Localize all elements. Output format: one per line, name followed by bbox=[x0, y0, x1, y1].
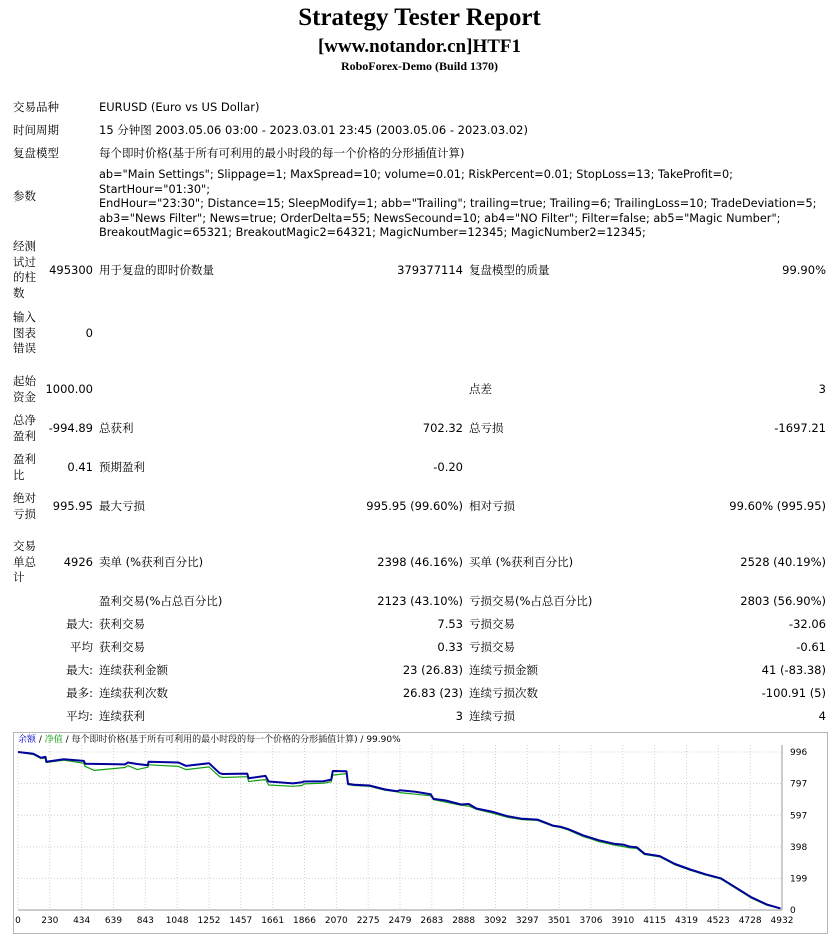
most-consecutive-row-label: 最多: bbox=[66, 686, 93, 700]
x-tick-label: 2479 bbox=[388, 916, 412, 926]
x-tick-label: 4932 bbox=[770, 916, 794, 926]
x-tick-label: 1457 bbox=[229, 916, 253, 926]
largest-row-label: 最大: bbox=[66, 617, 93, 631]
short-positions-value: 2398 (46.16%) bbox=[377, 555, 463, 569]
params-value: ab="Main Settings"; Slippage=1; MaxSpread=10; volume=0.01; RiskPercent=0.01; StopLoss=13; TakeProfit=0; StartHour="01:30"; EndHour="23:30"; Distance=15; SleepModify=1; abb="Trailing"; trailing=true; Trailing=6; TrailingLoss=10; TradeDeviation=5; ab3="News Filter"; News=true; OrderDelta=55; NewsSecound=10; ab4="NO Filter"; Filter=false; ab5="Magic Number"; BreakoutMagic=65321; BreakoutMagic2=64321; MagicNumber=12345; MagicNumber2=12345; bbox=[99, 168, 817, 239]
x-tick-label: 843 bbox=[136, 916, 154, 926]
gross-loss-label: 总亏损 bbox=[469, 421, 504, 435]
symbol-value: EURUSD (Euro vs US Dollar) bbox=[99, 100, 260, 114]
average-row-label: 平均 bbox=[70, 640, 93, 654]
max-drawdown-label: 最大亏损 bbox=[99, 499, 145, 513]
period-label: 时间周期 bbox=[13, 123, 59, 137]
x-tick-label: 1866 bbox=[293, 916, 316, 926]
most-consecutive-losses-label: 连续亏损次数 bbox=[469, 686, 538, 700]
long-positions-label: 买单 (%获利百分比) bbox=[469, 555, 574, 569]
caption-balance: 余额 bbox=[18, 735, 37, 745]
max-consecutive-row-label: 最大: bbox=[66, 663, 93, 677]
max-consecutive-profit-value: 23 (26.83) bbox=[402, 663, 463, 677]
rel-drawdown-label: 相对亏损 bbox=[469, 499, 515, 513]
x-tick-label: 3092 bbox=[484, 916, 507, 926]
x-tick-label: 1661 bbox=[261, 916, 285, 926]
report-server: RoboForex-Demo (Build 1370) bbox=[340, 59, 499, 73]
x-tick-label: 0 bbox=[15, 916, 21, 926]
most-consecutive-losses-value: -100.91 (5) bbox=[761, 686, 826, 700]
largest-loss-value: -32.06 bbox=[788, 617, 826, 631]
loss-trades-value: 2803 (56.90%) bbox=[740, 594, 826, 608]
total-trades-label: 交易单总计 bbox=[13, 539, 36, 584]
params-label: 参数 bbox=[13, 189, 36, 203]
max-drawdown-value: 995.95 (99.60%) bbox=[366, 499, 463, 513]
errors-value: 0 bbox=[85, 326, 93, 340]
abs-drawdown-value: 995.95 bbox=[52, 499, 93, 513]
most-consecutive-wins-value: 26.83 (23) bbox=[402, 686, 463, 700]
report-subtitle: [www.notandor.cn]HTF1 bbox=[317, 36, 522, 57]
x-tick-label: 4523 bbox=[706, 916, 730, 926]
expected-payoff-label: 预期盈利 bbox=[99, 460, 145, 474]
x-tick-label: 2275 bbox=[356, 916, 380, 926]
x-tick-label: 3297 bbox=[515, 916, 539, 926]
report-title: Strategy Tester Report bbox=[298, 4, 541, 31]
largest-profit-value: 7.53 bbox=[437, 617, 463, 631]
x-tick-label: 1048 bbox=[165, 916, 189, 926]
max-consecutive-profit-label: 连续获利金额 bbox=[99, 663, 168, 677]
x-tick-label: 230 bbox=[41, 916, 59, 926]
expected-payoff-value: -0.20 bbox=[433, 460, 463, 474]
x-tick-label: 2888 bbox=[452, 916, 476, 926]
avg-consecutive-wins-value: 3 bbox=[455, 709, 463, 723]
symbol-label: 交易品种 bbox=[13, 100, 59, 114]
deposit-label: 起始资金 bbox=[13, 374, 36, 404]
long-positions-value: 2528 (40.19%) bbox=[740, 555, 826, 569]
chart-caption bbox=[18, 735, 401, 746]
x-tick-label: 4728 bbox=[738, 916, 762, 926]
y-tick-label: 0 bbox=[790, 906, 796, 916]
spread-value: 3 bbox=[818, 382, 826, 396]
bars-value: 495300 bbox=[49, 263, 93, 277]
quality-value: 99.90% bbox=[782, 263, 826, 277]
x-tick-label: 2070 bbox=[324, 916, 348, 926]
avg-loss-label: 亏损交易 bbox=[469, 640, 515, 654]
x-tick-label: 4319 bbox=[675, 916, 698, 926]
period-value: 15 分钟图 2003.05.06 03:00 - 2023.03.01 23:45 (2003.05.06 - 2023.03.02) bbox=[99, 123, 528, 137]
x-tick-label: 3501 bbox=[547, 916, 571, 926]
net-profit-label: 总净盈利 bbox=[13, 413, 36, 443]
ticks-label: 用于复盘的即时价数量 bbox=[99, 263, 214, 277]
equity-series-line bbox=[18, 752, 781, 909]
avg-loss-value: -0.61 bbox=[796, 640, 826, 654]
profit-trades-label: 盈利交易(%占总百分比) bbox=[99, 594, 223, 608]
model-value: 每个即时价格(基于所有可利用的最小时段的每一个价格的分形插值计算) bbox=[99, 146, 465, 160]
gross-profit-value: 702.32 bbox=[422, 421, 463, 435]
profit-factor-label: 盈利比 bbox=[13, 452, 36, 482]
net-profit-value: -994.89 bbox=[48, 421, 93, 435]
max-consecutive-loss-label: 连续亏损金额 bbox=[469, 663, 538, 677]
rel-drawdown-value: 99.60% (995.95) bbox=[729, 499, 826, 513]
spread-label: 点差 bbox=[469, 382, 492, 396]
y-tick-label: 797 bbox=[790, 779, 808, 790]
ticks-value: 379377114 bbox=[397, 263, 463, 277]
largest-profit-label: 获利交易 bbox=[99, 617, 145, 631]
x-tick-label: 434 bbox=[73, 916, 91, 926]
gross-profit-label: 总获利 bbox=[99, 421, 134, 435]
x-tick-label: 639 bbox=[104, 916, 123, 926]
quality-label: 复盘模型的质量 bbox=[469, 263, 550, 277]
abs-drawdown-label: 绝对亏损 bbox=[13, 491, 36, 521]
x-tick-label: 2683 bbox=[420, 916, 444, 926]
profit-trades-value: 2123 (43.10%) bbox=[377, 594, 463, 608]
avg-profit-label: 获利交易 bbox=[99, 640, 145, 654]
y-tick-label: 597 bbox=[790, 811, 808, 822]
x-tick-label: 3706 bbox=[579, 916, 603, 926]
avg-consecutive-losses-value: 4 bbox=[818, 709, 826, 723]
avg-consecutive-row-label: 平均: bbox=[66, 709, 93, 723]
y-tick-label: 199 bbox=[790, 874, 808, 885]
equity-chart-svg bbox=[14, 733, 827, 933]
y-tick-label: 996 bbox=[790, 747, 808, 758]
x-tick-label: 3910 bbox=[611, 916, 635, 926]
gross-loss-value: -1697.21 bbox=[774, 421, 826, 435]
model-label: 复盘模型 bbox=[13, 146, 59, 160]
avg-consecutive-losses-label: 连续亏损 bbox=[469, 709, 515, 723]
equity-chart bbox=[13, 732, 828, 934]
errors-label: 输入图表错误 bbox=[13, 310, 36, 355]
balance-series-line bbox=[18, 752, 781, 908]
avg-profit-value: 0.33 bbox=[437, 640, 463, 654]
most-consecutive-wins-label: 连续获利次数 bbox=[99, 686, 168, 700]
largest-loss-label: 亏损交易 bbox=[469, 617, 515, 631]
max-consecutive-loss-value: 41 (-83.38) bbox=[761, 663, 826, 677]
y-tick-label: 398 bbox=[790, 842, 808, 853]
avg-consecutive-wins-label: 连续获利 bbox=[99, 709, 145, 723]
loss-trades-label: 亏损交易(%占总百分比) bbox=[469, 594, 593, 608]
caption-equity: 净值 bbox=[44, 735, 63, 745]
caption-separator: / bbox=[36, 735, 45, 745]
caption-model: / 每个即时价格(基于所有可利用的最小时段的每一个价格的分形插值计算) / 99.90% bbox=[62, 735, 401, 745]
profit-factor-value: 0.41 bbox=[67, 460, 93, 474]
short-positions-label: 卖单 (%获利百分比) bbox=[99, 555, 204, 569]
deposit-value: 1000.00 bbox=[45, 382, 93, 396]
x-tick-label: 1252 bbox=[197, 916, 221, 926]
x-tick-label: 4115 bbox=[643, 916, 667, 926]
total-trades-value: 4926 bbox=[63, 555, 93, 569]
bars-label: 经测试过的柱数 bbox=[13, 239, 36, 300]
